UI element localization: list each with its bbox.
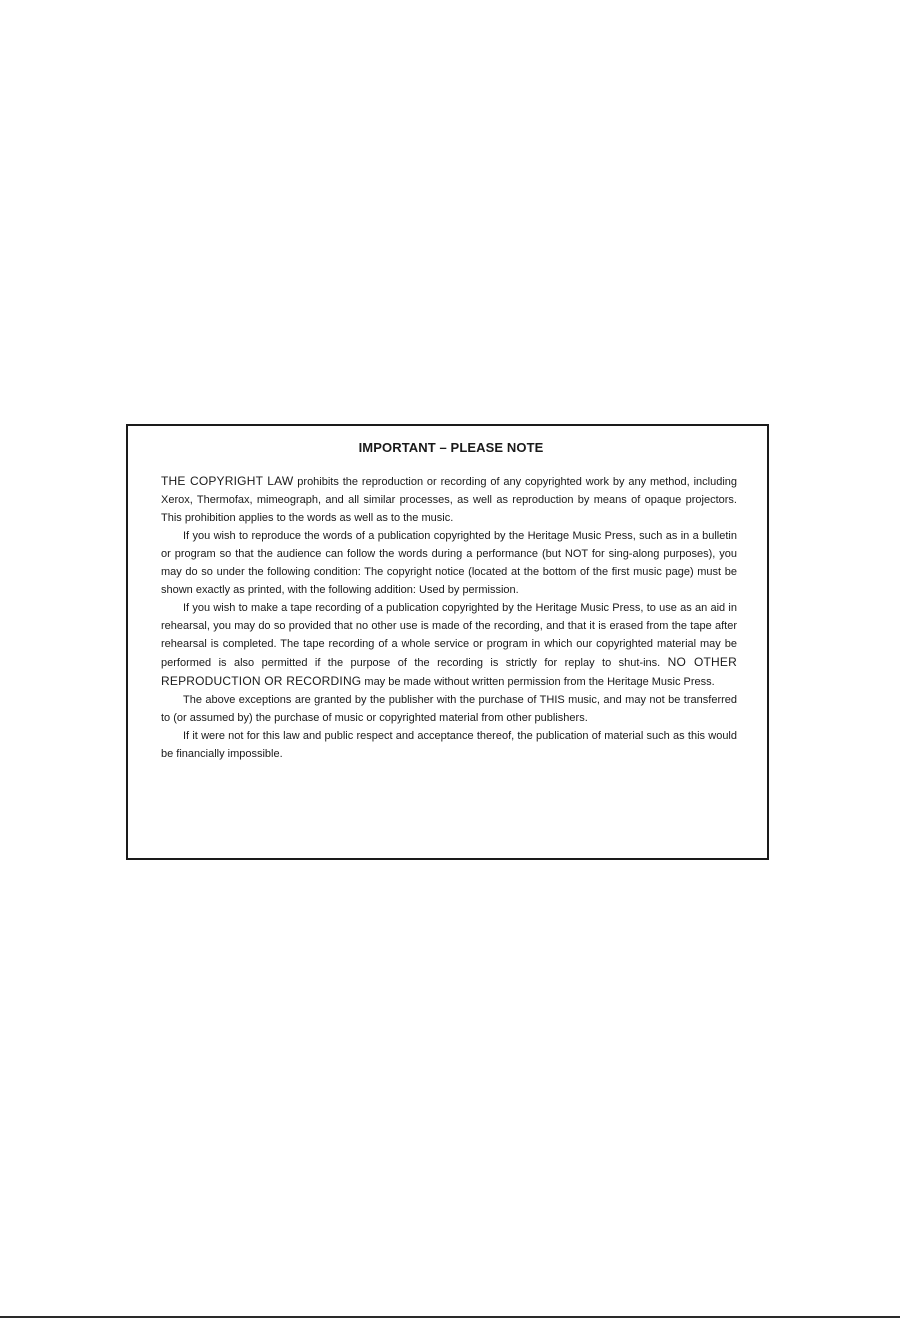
notice-paragraph-public-respect: If it were not for this law and public respect and acceptance thereof, the publication of material such as this would be financially impossible. (161, 730, 737, 760)
tape-recording-tail: may be made without written permission from the Heritage Music Press. (361, 676, 715, 688)
copyright-notice-box (126, 424, 769, 860)
notice-paragraph-reproduce-words: If you wish to reproduce the words of a publication copyrighted by the Heritage Music Press, such as in a bulletin or program so that the audience can follow the words during a performance (but NOT for sing-along purposes), you may do so under the following condition: The copyright notice (located at the bottom of the first music page) must be shown exactly as printed, with the following addition: Used by permission. (161, 530, 737, 596)
copyright-law-text: prohibits the reproduction or recording of any copyrighted work by any method, including Xerox, Thermofax, mimeograph, and all similar processes, as well as reproduction by means of opaque projectors. This prohibition applies to the words as well as to the music. (161, 476, 738, 524)
notice-paragraph-copyright-law (161, 472, 737, 527)
notice-body (161, 472, 737, 763)
copyright-law-lead: THE COPYRIGHT LAW (161, 474, 294, 488)
notice-paragraph-tape-recording (161, 599, 737, 691)
notice-title: IMPORTANT – PLEASE NOTE (358, 440, 544, 455)
no-other-reproduction-caps: NO OTHER REPRODUCTION OR RECORDING (161, 655, 737, 688)
tape-recording-text: If you wish to make a tape recording of a publication copyrighted by the Heritage Music Press, to use as an aid in rehearsal, you may do so provided that no other use is made of the recording, and that it is erased from the tape after rehearsal is completed. The tape recording of a whole service or program in which our copyrighted material may be performed is also permitted if the purpose of the recording is strictly for replay to shut-ins. (161, 602, 737, 669)
notice-paragraph-exceptions: The above exceptions are granted by the publisher with the purchase of THIS music, and may not be transferred to (or assumed by) the purchase of music or copyrighted material from other publishers. (161, 694, 737, 724)
